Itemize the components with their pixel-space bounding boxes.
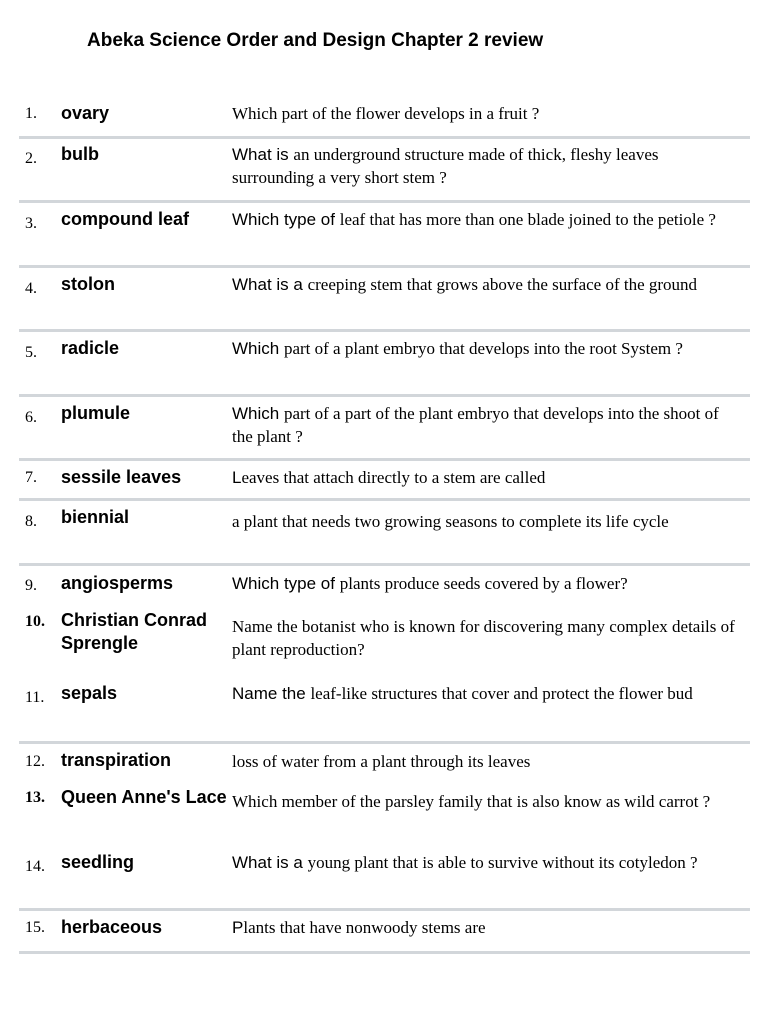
row-number: 15.	[25, 919, 45, 936]
table-row	[19, 332, 750, 397]
row-number: 10.	[25, 613, 45, 630]
row-question	[232, 749, 742, 773]
row-question	[232, 466, 742, 489]
question-text: a plant that needs two growing seasons to complete its life cycle	[232, 512, 669, 531]
question-lead: Which type of	[232, 210, 340, 229]
row-question	[232, 572, 742, 595]
page-title: Abeka Science Order and Design Chapter 2 review	[87, 30, 544, 51]
title-area	[87, 28, 547, 64]
question-lead: P	[232, 918, 244, 937]
table-row	[19, 92, 750, 139]
row-number: 2.	[25, 150, 37, 167]
row-term: sepals	[61, 683, 118, 703]
row-number: 6.	[25, 409, 37, 426]
row-question	[232, 609, 742, 661]
row-term: sessile leaves	[61, 467, 182, 487]
row-term: plumule	[61, 403, 131, 423]
question-lead: Which	[232, 404, 284, 423]
question-text: loss of water from a plant through its leaves	[232, 752, 531, 771]
question-text: young plant that is able to survive without its cotyledon ?	[307, 853, 698, 872]
table-row	[19, 678, 750, 744]
table-row	[19, 203, 750, 268]
question-text: part of a plant embryo that develops into the root System ?	[283, 339, 683, 358]
row-term: bulb	[61, 144, 99, 164]
table-row	[19, 397, 750, 461]
row-number: 14.	[25, 858, 45, 875]
table-row	[19, 851, 750, 911]
row-question	[232, 143, 742, 189]
table-row	[19, 609, 750, 678]
table-row	[19, 744, 750, 783]
question-text: leaf-like structures that cover and protect the flower bud	[310, 684, 693, 703]
question-lead: Which type of	[232, 574, 340, 593]
row-question	[232, 102, 742, 125]
question-text: eaves that attach directly to a stem are called	[241, 468, 546, 487]
table-row	[19, 783, 750, 851]
row-number: 3.	[25, 215, 37, 232]
row-question	[232, 682, 742, 705]
question-text: part of a part of the plant embryo that develops into the shoot of the plant ?	[232, 404, 719, 446]
question-text: Which part of the flower develops in a fruit ?	[232, 104, 540, 123]
row-term: angiosperms	[61, 573, 174, 593]
row-number: 7.	[25, 469, 37, 486]
row-term: transpiration	[61, 750, 172, 770]
row-question	[232, 337, 742, 360]
question-text: plants produce seeds covered by a flower?	[339, 574, 628, 593]
row-term: seedling	[61, 852, 135, 872]
row-question	[232, 786, 742, 813]
table-row	[19, 911, 750, 954]
row-number: 5.	[25, 344, 37, 361]
row-term: Queen Anne's Lace	[61, 787, 227, 807]
row-question	[232, 208, 742, 231]
row-number: 11.	[25, 689, 45, 706]
row-question	[232, 851, 742, 874]
row-number: 1.	[25, 105, 37, 122]
review-table	[19, 92, 750, 954]
table-row	[19, 566, 750, 609]
table-row	[19, 139, 750, 203]
row-term: Christian Conrad Sprengle	[61, 610, 208, 653]
question-lead: L	[232, 468, 242, 487]
row-term: radicle	[61, 338, 120, 358]
question-text: Which member of the parsley family that is also know as wild carrot ?	[232, 792, 711, 811]
question-text: Name the botanist who is known for discovering many complex details of plant reproduction?	[232, 617, 735, 659]
row-question	[232, 273, 742, 296]
row-number: 4.	[25, 280, 37, 297]
row-term: herbaceous	[61, 917, 163, 937]
question-lead: Name the	[232, 684, 311, 703]
row-number: 13.	[25, 789, 45, 806]
table-row	[19, 461, 750, 501]
question-text: lants that have nonwoody stems are	[243, 918, 486, 937]
question-lead: Which	[232, 339, 284, 358]
row-term: compound leaf	[61, 209, 190, 229]
row-question	[232, 402, 742, 448]
question-text: creeping stem that grows above the surface of the ground	[307, 275, 698, 294]
row-term: biennial	[61, 507, 130, 527]
row-question	[232, 916, 742, 939]
question-lead: What is a	[232, 275, 308, 294]
row-term: stolon	[61, 274, 115, 294]
row-term: ovary	[61, 103, 110, 123]
question-lead: What is a	[232, 853, 308, 872]
row-number: 12.	[25, 753, 45, 770]
row-question	[232, 506, 742, 533]
row-number: 8.	[25, 513, 37, 530]
table-row	[19, 501, 750, 566]
question-text: leaf that has more than one blade joined to the petiole ?	[339, 210, 716, 229]
row-number: 9.	[25, 577, 37, 594]
table-row	[19, 268, 750, 332]
question-lead: What is	[232, 145, 294, 164]
question-text: an underground structure made of thick, fleshy leaves surrounding a very short stem ?	[232, 145, 680, 187]
